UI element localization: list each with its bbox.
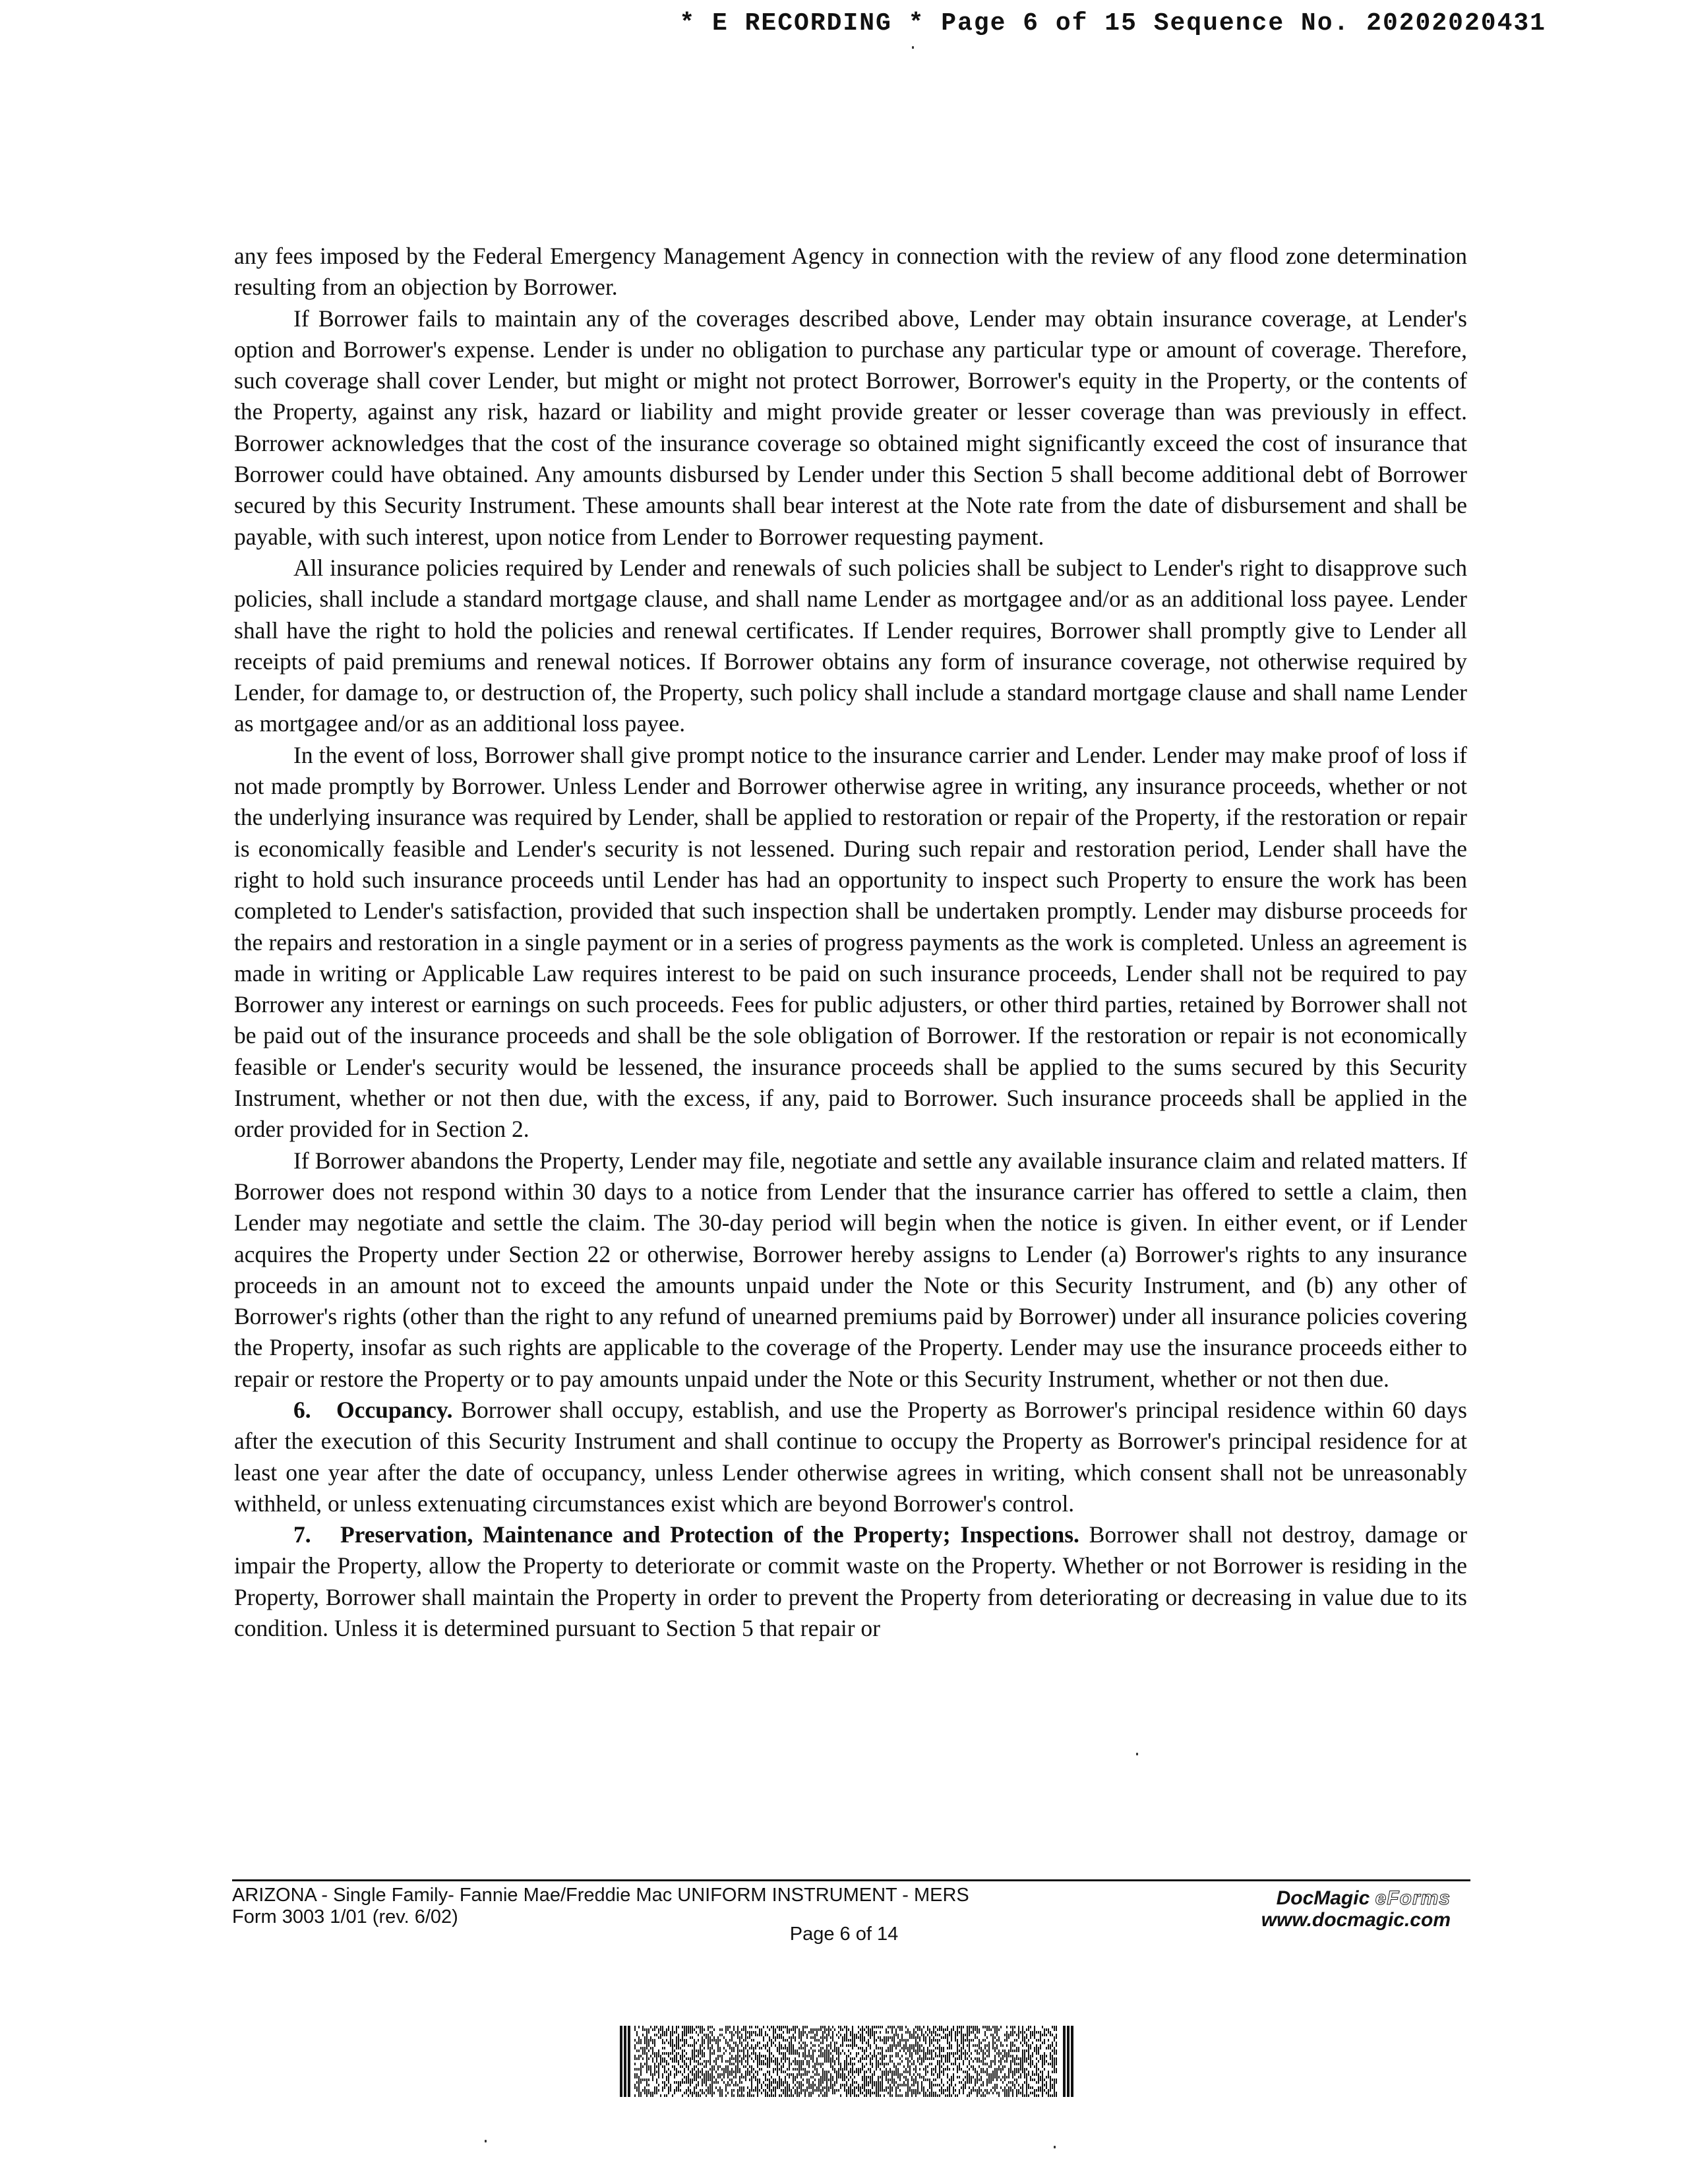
- scan-speck: [1054, 2146, 1056, 2148]
- paragraph-lender-coverage: If Borrower fails to maintain any of the coverages described above, Lender may obtain insurance coverage, at Lender's option and Borrower's expense. Lender is under no obligation to purchase any particular type or amount of coverage. Therefore, such coverage shall cover Lender, but might or might not protect Borrower, Borrower's equity in the Property, or the contents of the Property, against any risk, hazard or liability and might provide greater or lesser coverage than was previously in effect. Borrower acknowledges that the cost of the insurance coverage so obtained might significantly exceed the cost of insurance that Borrower could have obtained. Any amounts disbursed by Lender under this Section 5 shall become additional debt of Borrower secured by this Security Instrument. These amounts shall bear interest at the Note rate from the date of disbursement and shall be payable, with such interest, upon notice from Lender to Borrower requesting payment.: [234, 305, 1467, 550]
- page-number: Page 6 of 14: [789, 1924, 899, 1945]
- scan-speck: [485, 2140, 487, 2142]
- footer-form-info: [232, 1885, 969, 1928]
- scan-speck: [1136, 1753, 1138, 1755]
- footer-form-title: ARIZONA - Single Family- Fannie Mae/Freddie Mac UNIFORM INSTRUMENT - MERS: [232, 1885, 969, 1906]
- footer-form-number: Form 3003 1/01 (rev. 6/02): [232, 1906, 458, 1927]
- barcode-image: [620, 2026, 1075, 2097]
- section-7-text: Borrower shall not destroy, damage or impair the Property, allow the Property to deteriorate or commit waste on the Property. Whether or not Borrower is residing in the Property, Borrower shall maintain the Property in order to prevent the Property from deteriorating or decreasing in value due to its condition. Unless it is determined pursuant to Section 5 that repair or: [234, 1521, 1468, 1642]
- section-7-title: Preservation, Maintenance and Protection of the Property; Inspections.: [340, 1521, 1079, 1548]
- brand-url: www.docmagic.com: [1261, 1909, 1451, 1931]
- recording-stamp: * E RECORDING * Page 6 of 15 Sequence No. 20202020431: [679, 9, 1546, 38]
- brand-eforms: eForms: [1375, 1887, 1451, 1909]
- section-7-preservation: [234, 1519, 1467, 1644]
- paragraph-abandonment: If Borrower abandons the Property, Lender may file, negotiate and settle any available insurance claim and related matters. If Borrower does not respond within 30 days to a notice from Lender that the insurance carrier has offered to settle a claim, then Lender may negotiate and settle the claim. The 30-day period will begin when the notice is given. In either event, or if Lender acquires the Property under Section 22 or otherwise, Borrower hereby assigns to Lender (a) Borrower's rights to any insurance proceeds in an amount not to exceed the amounts unpaid under the Note or this Security Instrument, and (b) any other of Borrower's rights (other than the right to any refund of unearned premiums paid by Borrower) under all insurance policies covering the Property, insofar as such rights are applicable to the coverage of the Property. Lender may use the insurance proceeds either to repair or restore the Property or to pay amounts unpaid under the Note or this Security Instrument, whether or not then due.: [234, 1147, 1467, 1392]
- paragraph-event-of-loss: In the event of loss, Borrower shall give prompt notice to the insurance carrier and Lender. Lender may make proof of loss if not made promptly by Borrower. Unless Lender and Borrower otherwise agree in writing, any insurance proceeds, whether or not the underlying insurance was required by Lender, shall be applied to restoration or repair of the Property, if the restoration or repair is economically feasible and Lender's security is not lessened. During such repair and restoration period, Lender shall have the right to hold such insurance proceeds until Lender has had an opportunity to inspect such Property to ensure the work has been completed to Lender's satisfaction, provided that such inspection shall be undertaken promptly. Lender may disburse proceeds for the repairs and restoration in a single payment or in a series of progress payments as the work is completed. Unless an agreement is made in writing or Applicable Law requires interest to be paid on such insurance proceeds, Lender shall not be required to pay Borrower any interest or earnings on such proceeds. Fees for public adjusters, or other third parties, retained by Borrower shall not be paid out of the insurance proceeds and shall be the sole obligation of Borrower. If the restoration or repair is not economically feasible or Lender's security would be lessened, the insurance proceeds shall be applied to the sums secured by this Security Instrument, whether or not then due, with the excess, if any, paid to Borrower. Such insurance proceeds shall be applied in the order provided for in Section 2.: [234, 741, 1467, 1143]
- section-6-title: Occupancy.: [336, 1396, 453, 1423]
- section-7-number: 7.: [293, 1521, 311, 1548]
- section-6-number: 6.: [293, 1396, 311, 1423]
- brand-name: DocMagic: [1276, 1887, 1370, 1909]
- section-6-text: Borrower shall occupy, establish, and use the Property as Borrower's principal residence within 60 days after the execution of this Security Instrument and shall continue to occupy the Property as Borrower's principal residence for at least one year after the date of occupancy, unless Lender otherwise agrees in writing, which consent shall not be unreasonably withheld, or unless extenuating circumstances exist which are beyond Borrower's control.: [234, 1396, 1467, 1517]
- document-body: [234, 241, 1467, 1644]
- section-6-occupancy: [234, 1395, 1467, 1519]
- scan-speck: [912, 46, 914, 49]
- paragraph-insurance-policies: All insurance policies required by Lender and renewals of such policies shall be subject to Lender's right to disapprove such policies, shall include a standard mortgage clause, and shall name Lender as mortgagee and/or as an additional loss payee. Lender shall have the right to hold the policies and renewal certificates. If Lender requires, Borrower shall promptly give to Lender all receipts of paid premiums and renewal notices. If Borrower obtains any form of insurance coverage, not otherwise required by Lender, for damage to, or destruction of, the Property, such policy shall include a standard mortgage clause and shall name Lender as mortgagee and/or as an additional loss payee.: [234, 554, 1467, 737]
- paragraph-flood-fees: any fees imposed by the Federal Emergency Management Agency in connection with the review of any flood zone determination resulting from an objection by Borrower.: [234, 243, 1467, 301]
- footer-divider: [232, 1879, 1470, 1881]
